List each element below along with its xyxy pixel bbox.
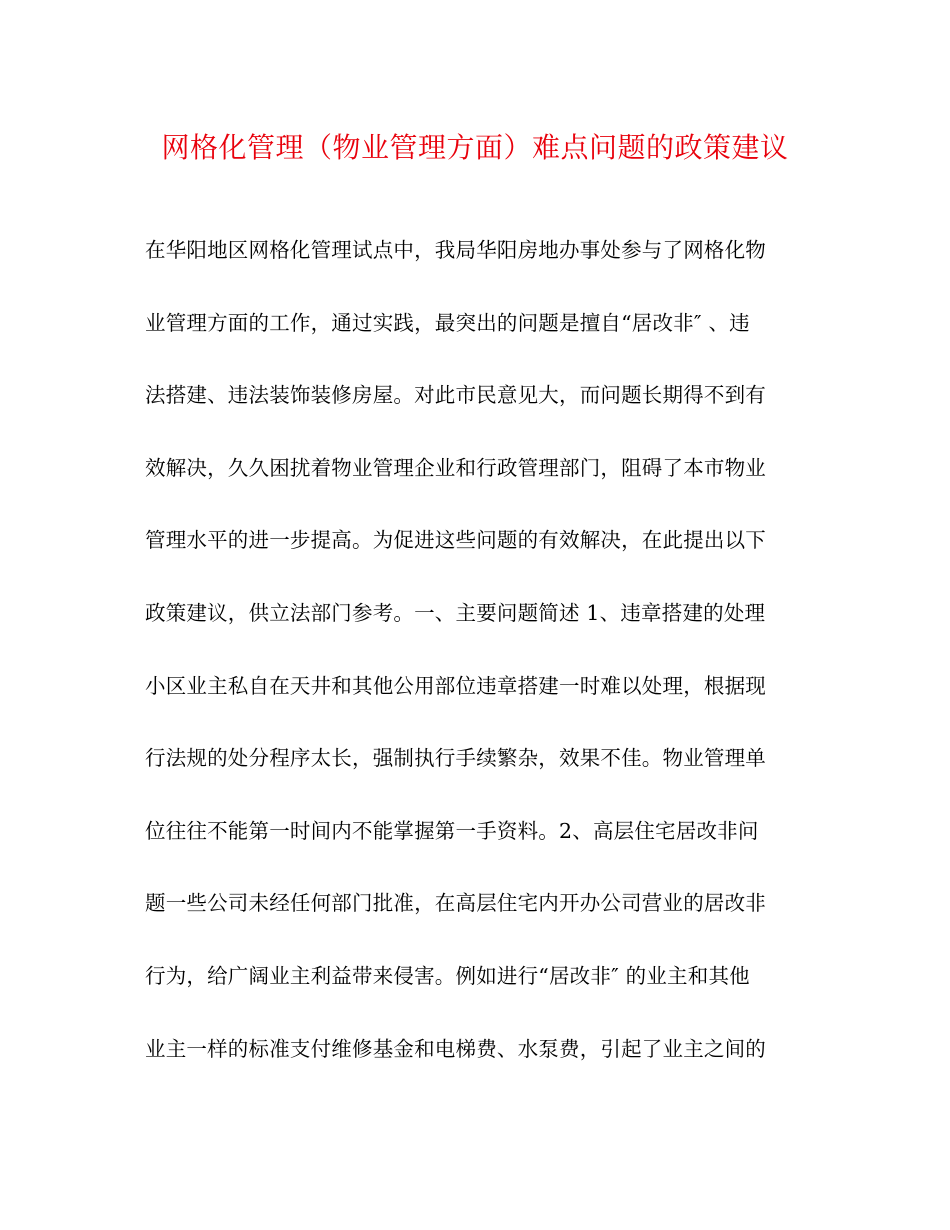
body-line: 在华阳地区网格化管理试点中，我局华阳房地办事处参与了网格化物	[145, 238, 766, 262]
body-line: 小区业主私自在天井和其他公用部位违章搭建一时难以处理，根据现	[145, 673, 766, 698]
body-line: 法搭建、违法装饰装修房屋。对此市民意见大，而问题长期得不到有	[145, 383, 766, 408]
body-line: 行法规的处分程序太长，强制执行手续繁杂，效果不佳。物业管理单	[145, 746, 766, 771]
body-line: 业主一样的标准支付维修基金和电梯费、水泵费，引起了业主之间的	[145, 1036, 766, 1061]
body-line: 业管理方面的工作，通过实践，最突出的问题是擅自“居改非″ 、违	[145, 310, 750, 335]
body-line: 位往往不能第一时间内不能掌握第一手资料。2、高层住宅居改非问	[145, 818, 759, 843]
body-line: 政策建议，供立法部门参考。一、主要问题简述 1、违章搭建的处理	[145, 600, 766, 625]
document-body	[145, 230, 805, 1101]
body-line: 题一些公司未经任何部门批准，在高层住宅内开办公司营业的居改非	[145, 891, 766, 916]
body-line: 行为，给广阔业主利益带来侵害。例如进行“居改非″ 的业主和其他	[145, 963, 750, 988]
body-line: 效解决，久久困扰着物业管理企业和行政管理部门，阻碍了本市物业	[145, 455, 766, 480]
body-line: 管理水平的进一步提高。为促进这些问题的有效解决，在此提出以下	[145, 528, 766, 553]
document-title: 网格化管理（物业管理方面）难点问题的政策建议	[161, 131, 789, 164]
